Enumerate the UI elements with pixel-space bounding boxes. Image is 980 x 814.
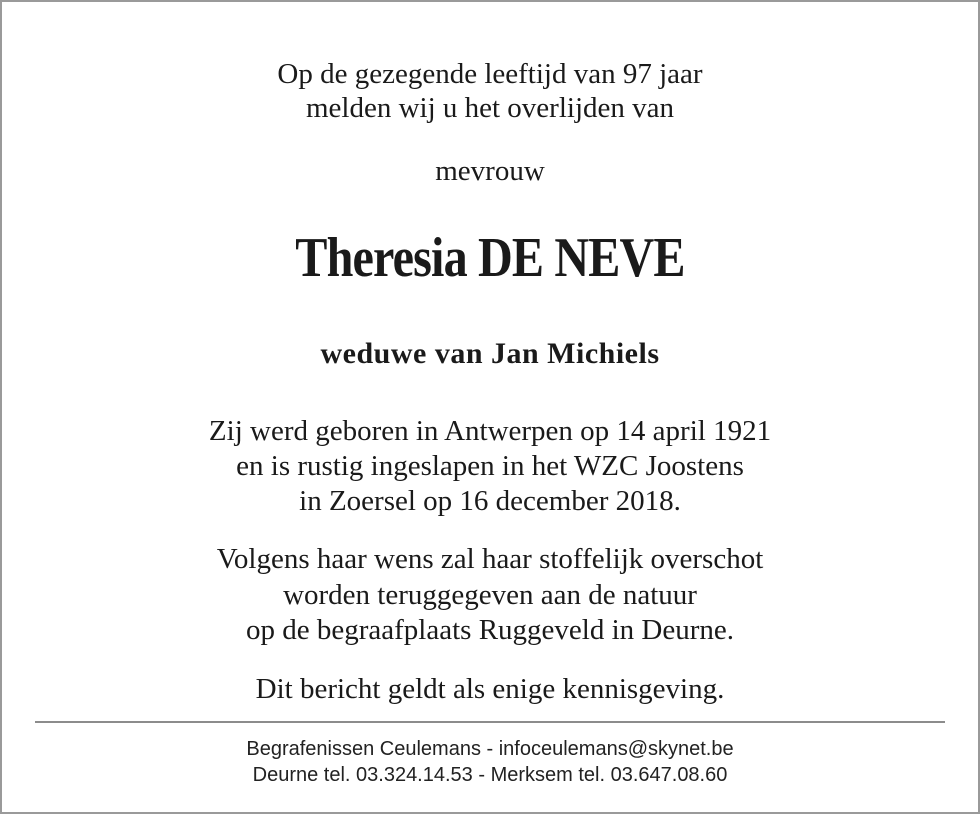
- divider: [35, 721, 945, 723]
- wish-line-2: worden teruggegeven aan de natuur: [283, 579, 697, 611]
- footer-line-2: Deurne tel. 03.324.14.53 - Merksem tel. 03.647.08.60: [252, 764, 728, 786]
- notice-line: Dit bericht geldt als enige kennisgeving.: [255, 673, 725, 705]
- footer-line-1: Begrafenissen Ceulemans - infoceulemans@skynet.be: [246, 738, 734, 760]
- deceased-name: Theresia DE NEVE: [295, 227, 685, 289]
- birth-line-1: Zij werd geboren in Antwerpen op 14 april 1921: [208, 415, 772, 447]
- wish-line-3: op de begraafplaats Ruggeveld in Deurne.: [246, 614, 734, 646]
- intro-line-1: Op de gezegende leeftijd van 97 jaar: [277, 58, 703, 90]
- birth-line-3: in Zoersel op 16 december 2018.: [299, 485, 681, 517]
- salutation: mevrouw: [435, 155, 545, 187]
- widow-of: weduwe van Jan Michiels: [320, 337, 660, 370]
- birth-line-2: en is rustig ingeslapen in het WZC Joostens: [236, 450, 744, 482]
- wish-line-1: Volgens haar wens zal haar stoffelijk overschot: [216, 543, 764, 575]
- intro-line-2: melden wij u het overlijden van: [305, 92, 675, 124]
